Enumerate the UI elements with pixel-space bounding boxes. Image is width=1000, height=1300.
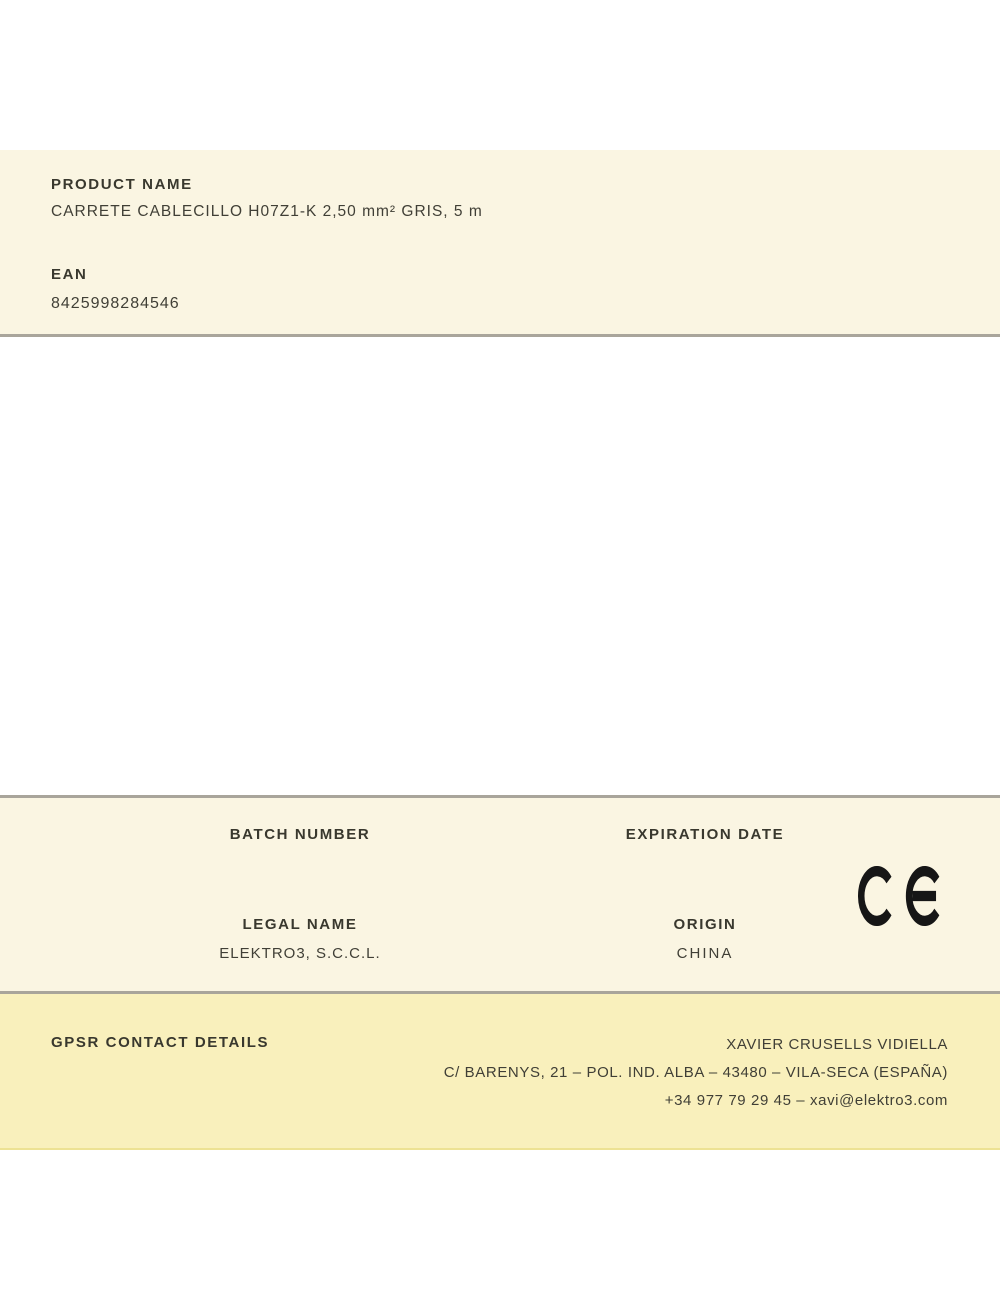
product-section: [0, 150, 1000, 337]
ean-label: EAN: [51, 266, 88, 283]
ean-value: 8425998284546: [51, 295, 180, 312]
batch-section: [0, 795, 1000, 994]
gpsr-contact-details-label: GPSR CONTACT DETAILS: [51, 1034, 270, 1051]
legal-name-value: ELEKTRO3, S.C.C.L.: [219, 945, 381, 962]
gpsr-contact-block: [444, 1031, 948, 1115]
gpsr-contact-name: XAVIER CRUSELLS VIDIELLA: [726, 1036, 948, 1053]
origin-label: ORIGIN: [673, 916, 737, 933]
gpsr-section: [0, 994, 1000, 1150]
product-name-value: CARRETE CABLECILLO H07Z1-K 2,50 mm² GRIS, 5 m: [51, 203, 483, 220]
legal-name-label: LEGAL NAME: [242, 916, 358, 933]
gpsr-contact-phone-email: +34 977 79 29 45 – xavi@elektro3.com: [664, 1092, 948, 1109]
ce-mark-icon: [858, 866, 942, 926]
gpsr-contact-address: C/ BARENYS, 21 – POL. IND. ALBA – 43480 – VILA-SECA (ESPAÑA): [443, 1064, 948, 1081]
origin-value: CHINA: [676, 945, 734, 962]
batch-number-label: BATCH NUMBER: [229, 826, 371, 843]
expiration-date-label: EXPIRATION DATE: [625, 826, 785, 843]
product-name-label: PRODUCT NAME: [51, 176, 193, 193]
